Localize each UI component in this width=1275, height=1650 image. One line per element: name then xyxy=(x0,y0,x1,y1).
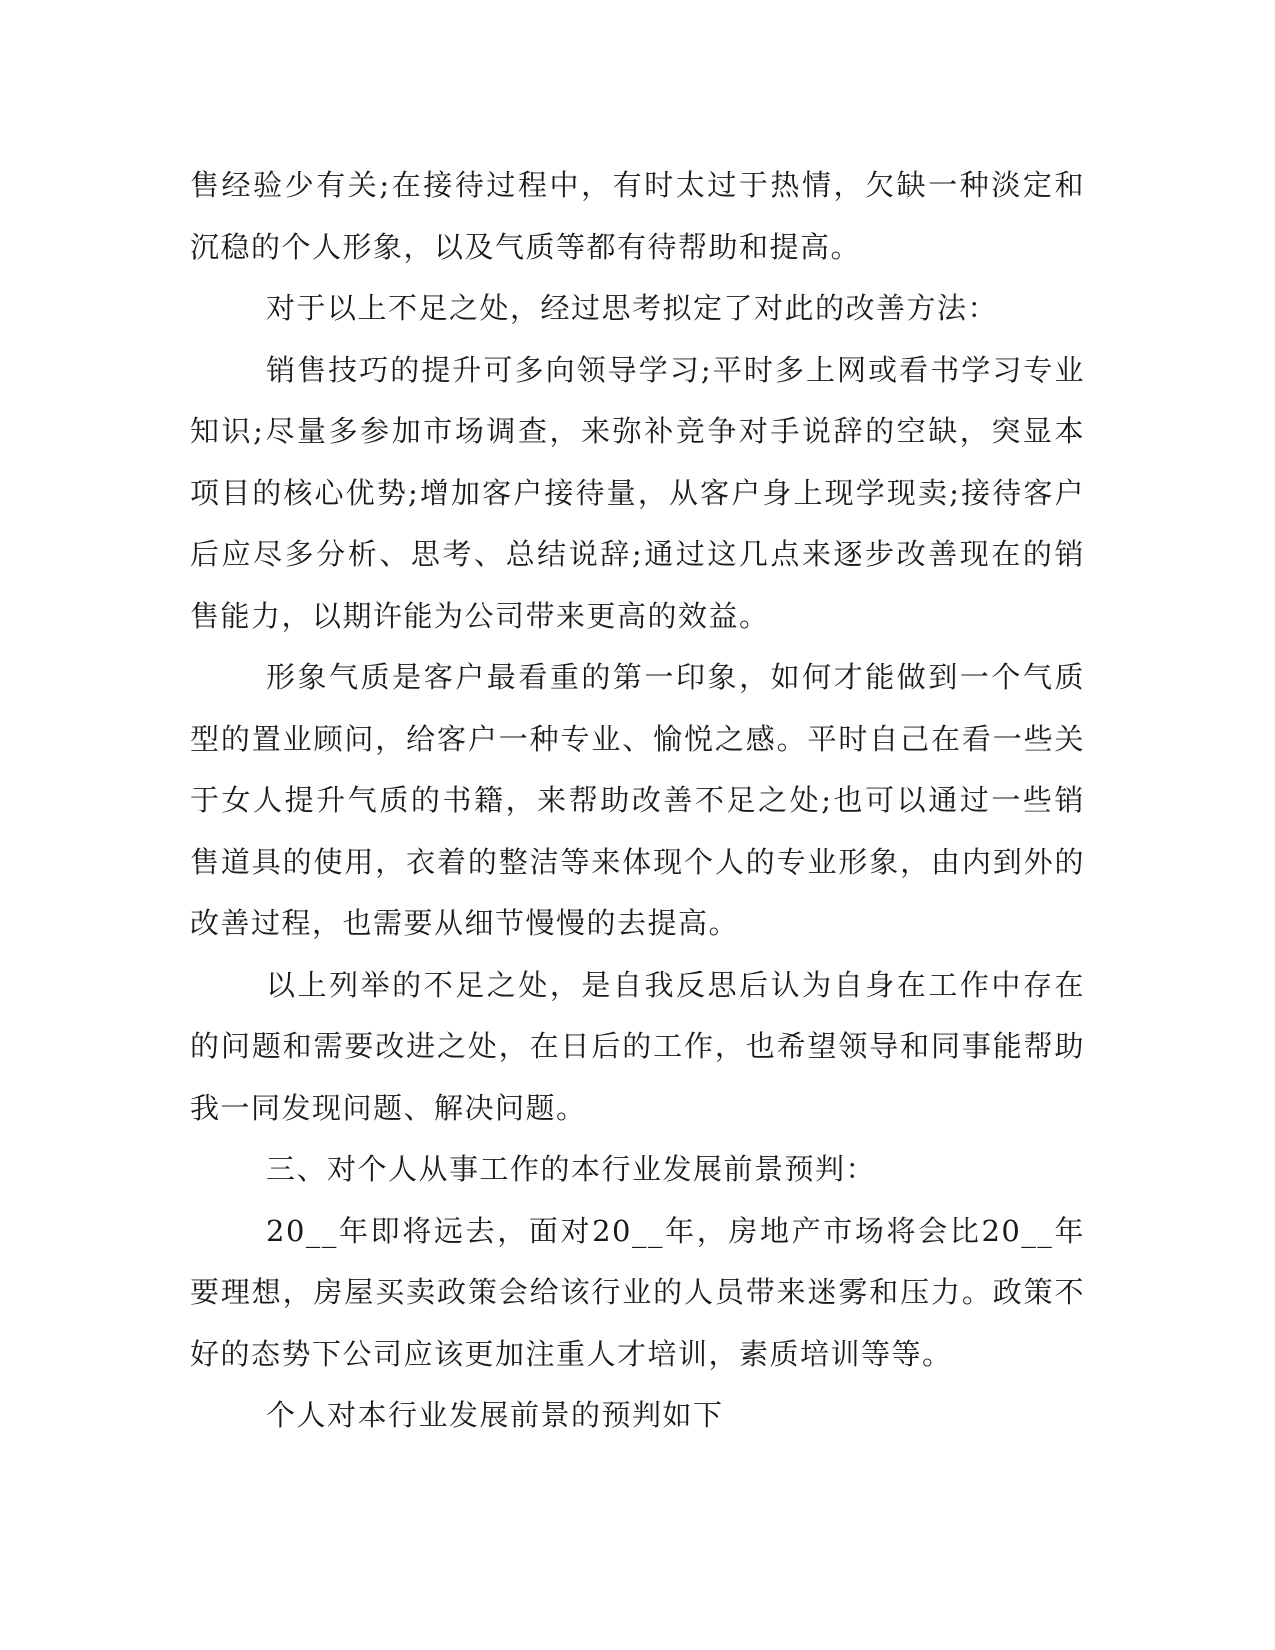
document-body xyxy=(190,155,1085,1447)
paragraph-image-temperament: 形象气质是客户最看重的第一印象，如何才能做到一个气质型的置业顾问，给客户一种专业、愉悦之感。平时自己在看一些关于女人提升气质的书籍，来帮助改善不足之处;也可以通过一些销售道具的使用，衣着的整洁等来体现个人的专业形象，由内到外的改善过程，也需要从细节慢慢的去提高。 xyxy=(190,660,1085,940)
paragraph-improvement-intro: 对于以上不足之处，经过思考拟定了对此的改善方法： xyxy=(266,291,999,325)
paragraph-market-outlook: 20__年即将远去，面对20__年，房地产市场将会比20__年要理想，房屋买卖政策会给该行业的人员带来迷雾和压力。政策不好的态势下公司应该更加注重人才培训，素质培训等等。 xyxy=(190,1213,1085,1371)
paragraph-sales-skills: 销售技巧的提升可多向领导学习;平时多上网或看书学习专业知识;尽量多参加市场调查，来弥补竞争对手说辞的空缺，突显本项目的核心优势;增加客户接待量，从客户身上现学现卖;接待客户后应尽多分析、思考、总结说辞;通过这几点来逐步改善现在的销售能力，以期许能为公司带来更高的效益。 xyxy=(190,352,1085,633)
paragraph-shortcomings-summary: 以上列举的不足之处，是自我反思后认为自身在工作中存在的问题和需要改进之处，在日后的工作，也希望领导和同事能帮助我一同发现问题、解决问题。 xyxy=(190,967,1085,1125)
section-heading-industry-outlook: 三、对个人从事工作的本行业发展前景预判： xyxy=(266,1152,877,1186)
paragraph-continuation: 售经验少有关;在接待过程中，有时太过于热情，欠缺一种淡定和沉稳的个人形象，以及气质等都有待帮助和提高。 xyxy=(190,168,1085,264)
paragraph-outlook-intro: 个人对本行业发展前景的预判如下 xyxy=(266,1398,724,1432)
